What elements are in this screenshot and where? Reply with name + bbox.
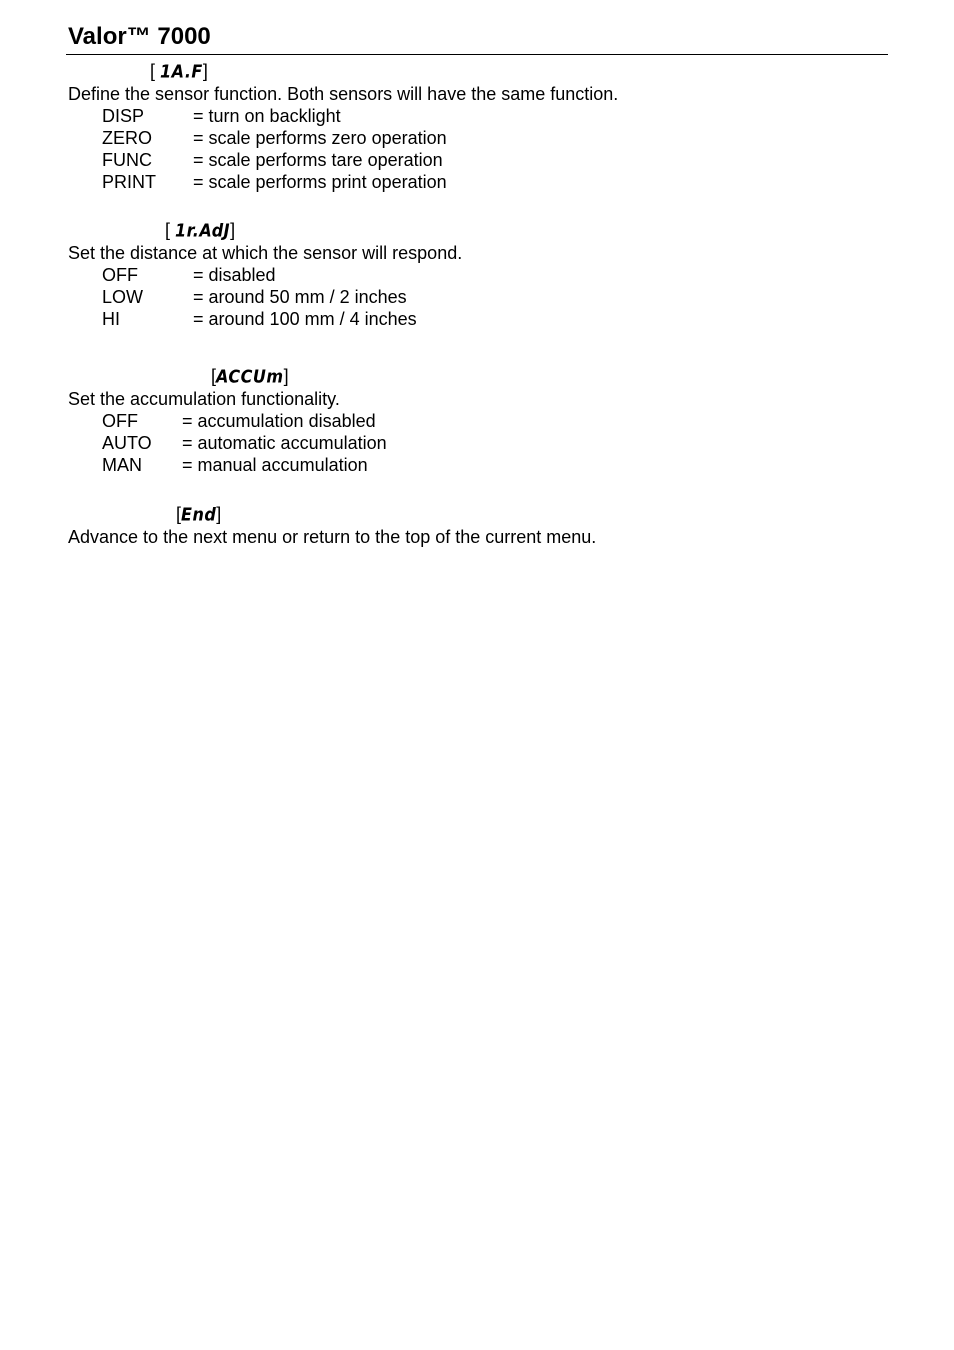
option-code: DISP	[102, 106, 145, 126]
bracket-open: [	[150, 61, 161, 81]
bracket-close: ]	[230, 220, 236, 240]
option-meaning: = around 100 mm / 4 inches	[193, 309, 417, 329]
option-code: OFF	[102, 265, 138, 285]
lcd-code: 1A.F	[160, 61, 203, 82]
header-divider	[66, 54, 888, 55]
page-title: Valor™ 7000	[68, 23, 211, 50]
option-meaning: = around 50 mm / 2 inches	[193, 287, 407, 307]
option-code: ZERO	[102, 128, 153, 148]
bracket-close: ]	[216, 504, 222, 524]
option-code: PRINT	[102, 172, 156, 192]
lcd-code: End	[181, 504, 217, 525]
option-code: AUTO	[102, 433, 152, 453]
lcd-code: 1r.AdJ	[175, 220, 231, 241]
option-meaning: = disabled	[193, 265, 276, 285]
option-code: OFF	[102, 411, 138, 431]
option-meaning: = turn on backlight	[193, 106, 341, 126]
bracket-open: [	[211, 366, 217, 386]
option-meaning: = manual accumulation	[182, 455, 368, 475]
section-code-heading	[176, 503, 221, 526]
option-code: FUNC	[102, 150, 152, 170]
bracket-open: [	[165, 220, 176, 240]
section-description: Set the distance at which the sensor will respond.	[68, 243, 463, 263]
bracket-close: ]	[202, 61, 208, 81]
option-code: LOW	[102, 287, 144, 307]
option-meaning: = scale performs zero operation	[193, 128, 447, 148]
option-code: MAN	[102, 455, 142, 475]
section-code-heading	[165, 219, 235, 242]
section-code-heading	[150, 60, 208, 83]
section-description: Define the sensor function. Both sensors will have the same function.	[68, 84, 619, 104]
section-description: Set the accumulation functionality.	[68, 389, 340, 409]
section-description: Advance to the next menu or return to the top of the current menu.	[68, 527, 597, 547]
option-meaning: = automatic accumulation	[182, 433, 387, 453]
bracket-close: ]	[283, 366, 289, 386]
lcd-code: ACCUm	[216, 366, 284, 387]
option-meaning: = accumulation disabled	[182, 411, 376, 431]
option-meaning: = scale performs tare operation	[193, 150, 443, 170]
bracket-open: [	[176, 504, 182, 524]
option-code: HI	[102, 309, 120, 329]
section-code-heading	[211, 365, 289, 388]
option-meaning: = scale performs print operation	[193, 172, 447, 192]
